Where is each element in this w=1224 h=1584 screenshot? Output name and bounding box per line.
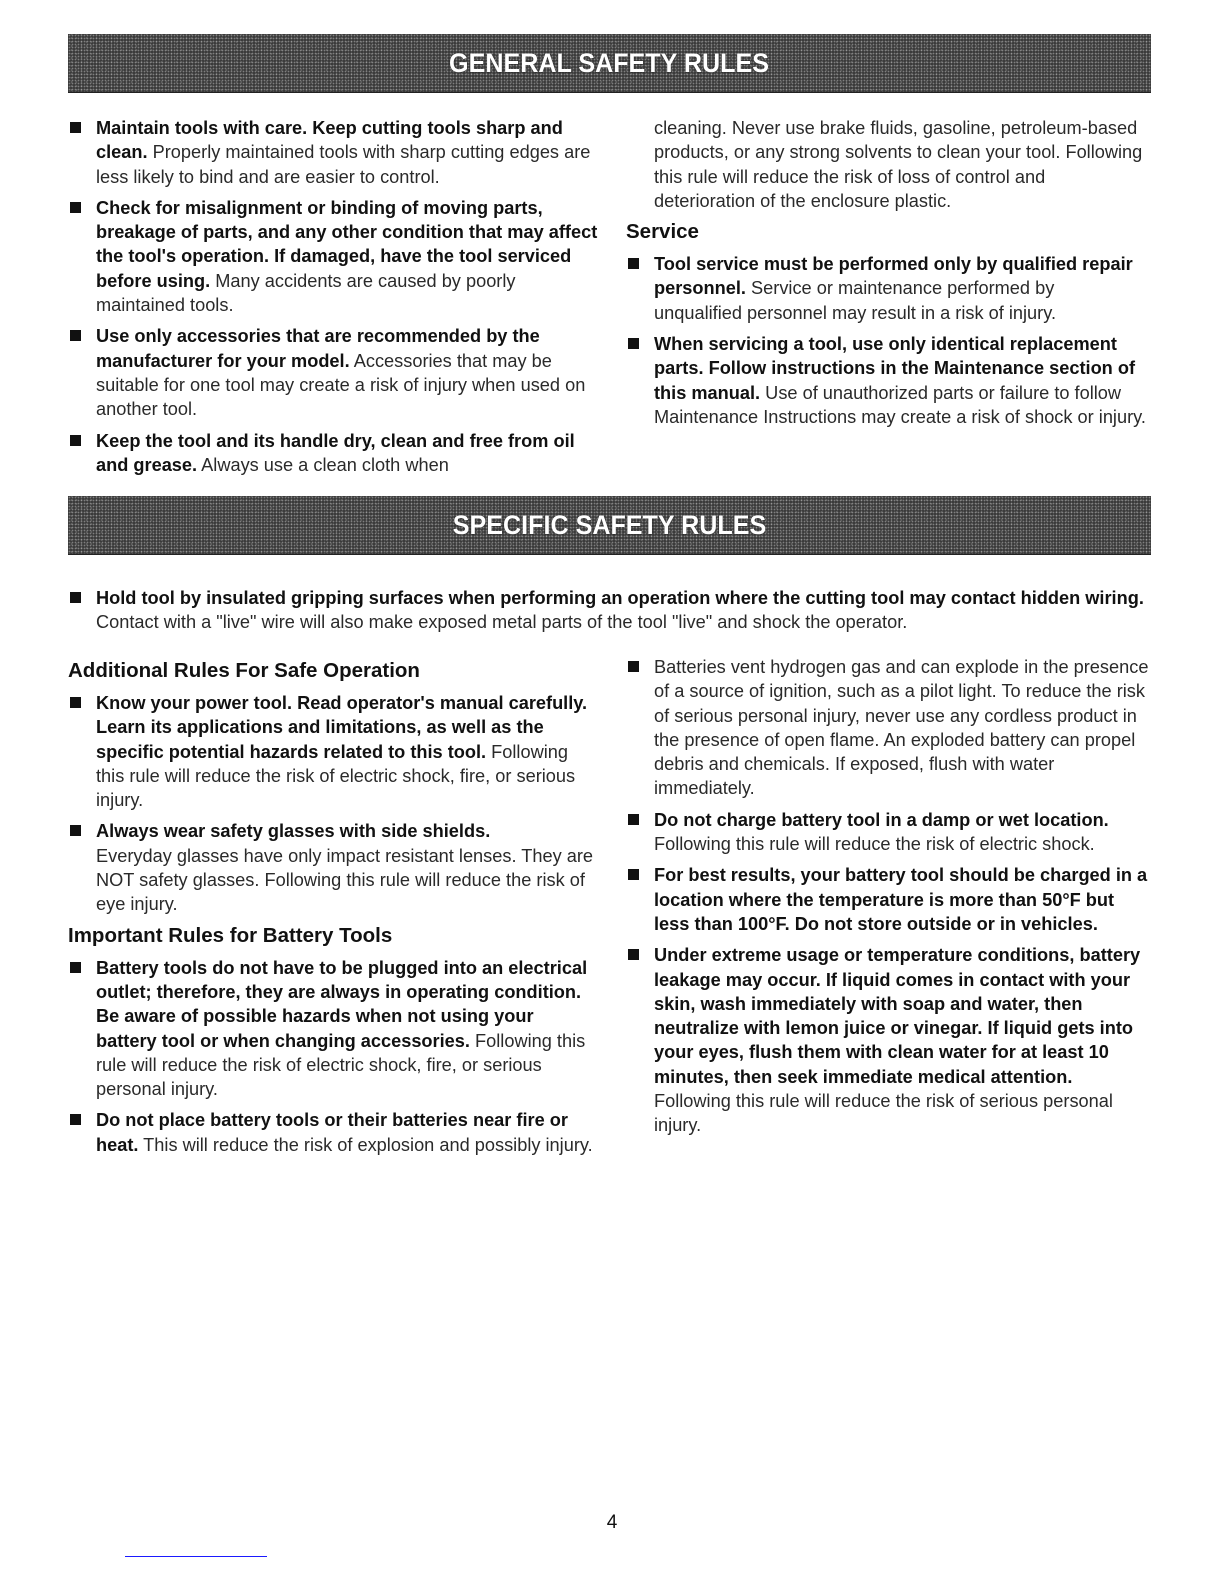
rule-bold-text: Battery tools do not have to be plugged into an electrical outlet; therefore, they are always in operating condition. Be aware of possible hazards when not using your battery tool or when changing accessories.: [96, 957, 588, 1051]
service-heading: Service: [626, 220, 699, 244]
rule-text: Following this rule will reduce the risk of electric shock.: [654, 834, 1095, 855]
rule-bold-text: Check for misalignment or binding of moving parts, breakage of parts, and any other condition that may affect the tool's operation. If damaged, have the tool serviced before using.: [96, 197, 598, 291]
rule-bold-text: Do not charge battery tool in a damp or wet location.: [654, 809, 1109, 830]
rule-item: [68, 429, 598, 478]
rule-item: [626, 863, 1154, 936]
rule-bold-text: When servicing a tool, use only identical replacement parts. Follow instructions in the Maintenance section of this manual.: [654, 334, 1136, 403]
rule-bold-text: Keep the tool and its handle dry, clean and free from oil and grease.: [96, 430, 575, 475]
rule-text: This will reduce the risk of explosion and possibly injury.: [138, 1134, 593, 1155]
square-bullet-icon: [70, 202, 81, 213]
rule-item: [68, 819, 598, 916]
specific-rules-right-column: [626, 655, 1154, 1145]
square-bullet-icon: [628, 949, 639, 960]
rule-item: [626, 808, 1154, 857]
footer-divider-line: [125, 1556, 267, 1557]
square-bullet-icon: [628, 869, 639, 880]
specific-safety-rules-banner: [68, 496, 1151, 555]
battery-rules-heading: Important Rules for Battery Tools: [68, 923, 393, 947]
rule-item: [68, 586, 1158, 635]
rule-bold-text: Do not place battery tools or their batteries near fire or heat.: [96, 1110, 568, 1155]
specific-rules-left-column: [68, 655, 598, 1164]
rule-item: [626, 655, 1154, 801]
general-rules-left-column: [68, 116, 598, 484]
specific-safety-rules-title: SPECIFIC SAFETY RULES: [452, 509, 767, 540]
general-safety-rules-banner: [68, 34, 1151, 93]
rule-text: Following this rule will reduce the risk of electric shock, fire, or serious injury.: [96, 741, 576, 811]
rule-text: Many accidents are caused by poorly maintained tools.: [96, 270, 516, 316]
square-bullet-icon: [628, 338, 639, 349]
rule-text: Following this rule will reduce the risk of electric shock, fire, or serious personal injury.: [96, 1030, 586, 1100]
rule-item: [68, 691, 598, 812]
rule-text: Following this rule will reduce the risk of serious personal injury.: [654, 1091, 1113, 1136]
rule-bold-text: Under extreme usage or temperature conditions, battery leakage may occur. If liquid comes in contact with your skin, wash immediately with soap and water, then neutralize with lemon juice or vinegar. If liquid gets into your eyes, flush them with clean water for at least 10 minutes, then seek immediate medical attention.: [654, 945, 1141, 1087]
rule-item: [68, 1108, 598, 1157]
page-number: 4: [606, 1512, 618, 1533]
square-bullet-icon: [70, 962, 81, 973]
square-bullet-icon: [70, 825, 81, 836]
general-safety-rules-title: GENERAL SAFETY RULES: [449, 47, 770, 78]
rule-text: Service or maintenance performed by unqualified personnel may result in a risk of injury.: [654, 278, 1057, 323]
specific-intro-rule: [68, 586, 1158, 642]
rule-item: [68, 196, 598, 317]
square-bullet-icon: [70, 122, 81, 133]
rule-item: [68, 324, 598, 421]
square-bullet-icon: [70, 435, 81, 446]
rule-bold-text: Maintain tools with care. Keep cutting tools sharp and clean.: [96, 118, 563, 163]
additional-rules-heading: Additional Rules For Safe Operation: [68, 659, 420, 682]
square-bullet-icon: [628, 661, 639, 672]
square-bullet-icon: [628, 814, 639, 825]
rule-text: Contact with a "live" wire will also make exposed metal parts of the tool "live" and shock the operator.: [96, 612, 908, 633]
rule-text: Always use a clean cloth when: [197, 454, 449, 475]
square-bullet-icon: [70, 1114, 81, 1125]
rule-text: Properly maintained tools with sharp cutting edges are less likely to bind and are easier to control.: [96, 142, 591, 187]
general-rules-right-column: [626, 116, 1146, 436]
rule-item: [68, 116, 598, 189]
rule-text: Batteries vent hydrogen gas and can explode in the presence of a source of ignition, such as a pilot light. To reduce the risk of serious personal injury, never use any cordless product in the presence of open flame. An exploded battery can propel debris and chemicals. If exposed, flush with water immediately.: [654, 657, 1149, 799]
rule-bold-text: Know your power tool. Read operator's manual carefully. Learn its applications and limitations, as well as the specific potential hazards related to this tool.: [96, 693, 588, 762]
rule-item: [626, 332, 1146, 429]
rule-item: [626, 943, 1154, 1137]
square-bullet-icon: [70, 697, 81, 708]
square-bullet-icon: [70, 330, 81, 341]
rule-item: [68, 956, 598, 1102]
rule-continuation-text: cleaning. Never use brake fluids, gasoline, petroleum-based products, or any strong solvents to clean your tool. Following this rule will reduce the risk of loss of control and deterioration of the enclosure plastic.: [654, 118, 1143, 211]
rule-text: Accessories that may be suitable for one tool may create a risk of injury when used on another tool.: [96, 350, 586, 420]
rule-text: Use of unauthorized parts or failure to follow Maintenance Instructions may create a risk of shock or injury.: [654, 382, 1146, 427]
rule-bold-text: For best results, your battery tool should be charged in a location where the temperature is more than 50°F but less than 100°F. Do not store outside or in vehicles.: [654, 865, 1148, 934]
rule-bold-text: Always wear safety glasses with side shields.: [96, 821, 491, 842]
rule-bold-text: Tool service must be performed only by qualified repair personnel.: [654, 254, 1133, 299]
square-bullet-icon: [628, 258, 639, 269]
square-bullet-icon: [70, 592, 81, 603]
rule-item: [626, 252, 1146, 325]
rule-text: Everyday glasses have only impact resistant lenses. They are NOT safety glasses. Following this rule will reduce the risk of eye injury.: [96, 845, 594, 915]
rule-bold-text: Hold tool by insulated gripping surfaces when performing an operation where the cutting tool may contact hidden wiring.: [96, 588, 1144, 608]
rule-bold-text: Use only accessories that are recommended by the manufacturer for your model.: [96, 326, 540, 371]
